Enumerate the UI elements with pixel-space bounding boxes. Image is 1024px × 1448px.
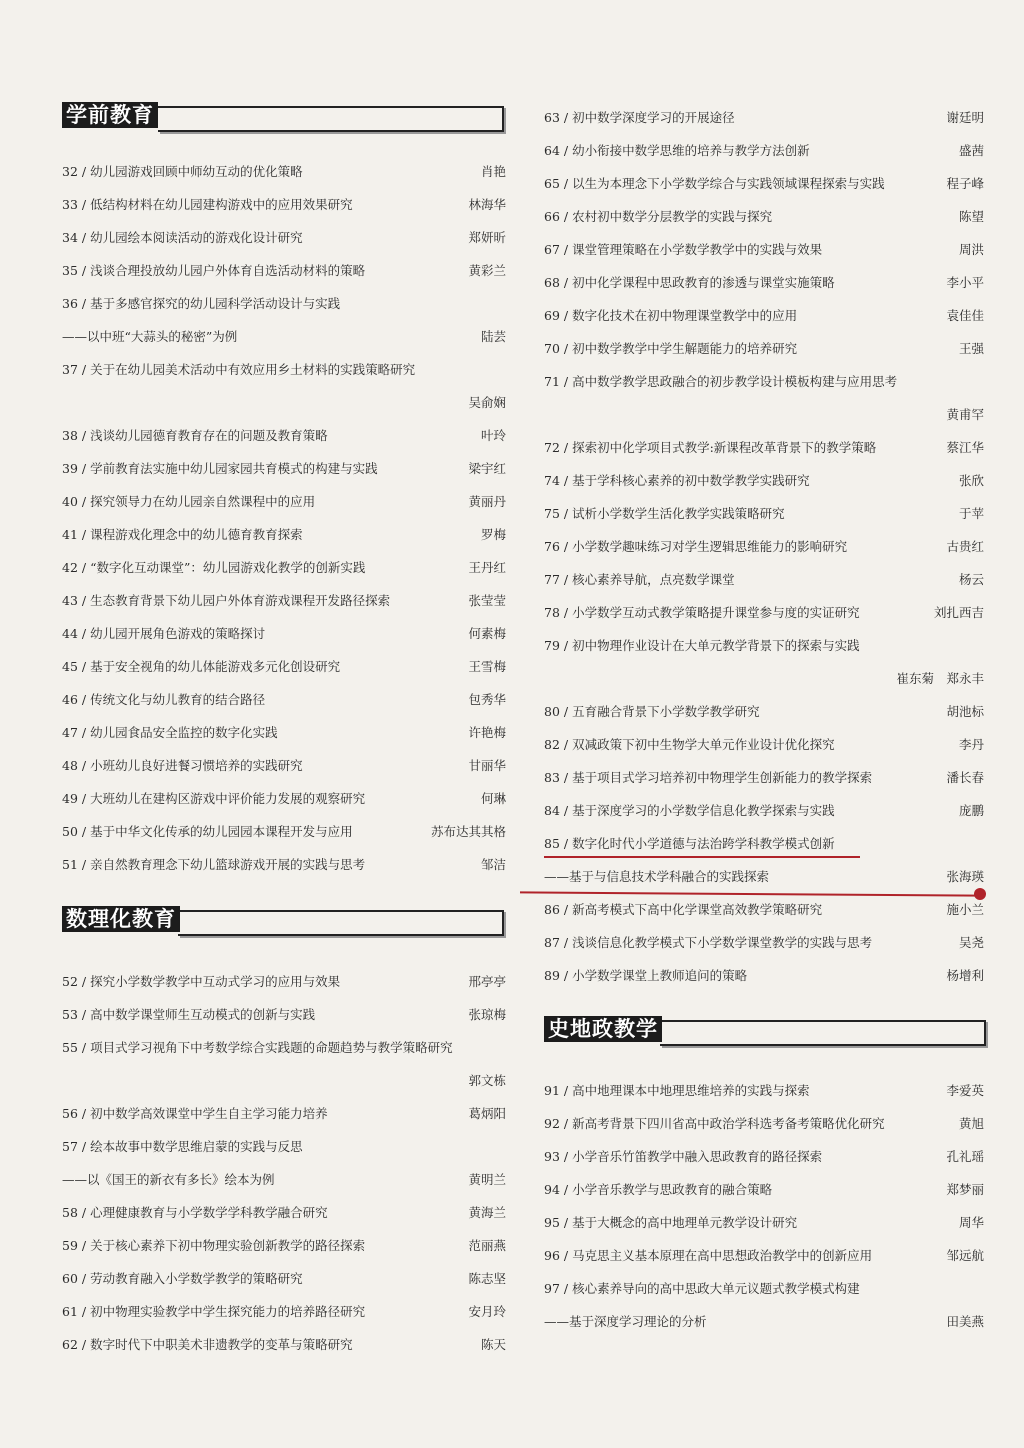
entry-title: 97 / 核心素养导向的高中思政大单元议题式教学模式构建 xyxy=(544,1281,860,1296)
entry-author: 施小兰 xyxy=(946,902,984,917)
toc-entry xyxy=(62,1203,506,1223)
toc-entry xyxy=(544,504,984,524)
toc-entry xyxy=(544,801,984,821)
toc-entry xyxy=(62,459,506,479)
toc-entry xyxy=(544,207,984,227)
entry-title: 51 / 亲自然教育理念下幼儿篮球游戏开展的实践与思考 xyxy=(62,857,366,872)
section-heading-math xyxy=(62,906,504,936)
toc-entry xyxy=(544,240,984,260)
entry-title: 85 / 数字化时代小学道德与法治跨学科教学模式创新 xyxy=(544,836,835,851)
entry-title: ——以中班“大蒜头的秘密”为例 xyxy=(62,329,238,344)
entry-author: 杨云 xyxy=(958,572,984,587)
toc-entry xyxy=(544,603,984,623)
entry-title: 45 / 基于安全视角的幼儿体能游戏多元化创设研究 xyxy=(62,659,341,674)
toc-entry xyxy=(62,789,506,809)
entry-title: 60 / 劳动教育融入小学数学教学的策略研究 xyxy=(62,1271,303,1286)
entry-author: 陈望 xyxy=(958,209,984,224)
entry-title: 61 / 初中物理实验教学中学生探究能力的培养路径研究 xyxy=(62,1304,366,1319)
heading-frame xyxy=(158,106,504,132)
entry-title: 82 / 双减政策下初中生物学大单元作业设计优化探究 xyxy=(544,737,835,752)
entry-author: 甘丽华 xyxy=(468,758,506,773)
entry-title: 32 / 幼儿园游戏回顾中师幼互动的优化策略 xyxy=(62,164,303,179)
entry-author: 葛炳阳 xyxy=(468,1106,506,1121)
red-underline-mark xyxy=(520,891,980,896)
entry-author: 庞鹏 xyxy=(958,803,984,818)
entry-author: 陈志坚 xyxy=(468,1271,506,1286)
entry-author: 郑妍昕 xyxy=(468,230,506,245)
section-heading-history xyxy=(544,1016,986,1046)
entry-author: 何琳 xyxy=(480,791,506,806)
toc-entry xyxy=(62,972,506,992)
entry-title: 89 / 小学数学课堂上教师追问的策略 xyxy=(544,968,748,983)
entry-title: 72 / 探索初中化学项目式教学:新课程改革背景下的教学策略 xyxy=(544,440,877,455)
toc-entry xyxy=(62,162,506,182)
entry-title: ——基于深度学习理论的分析 xyxy=(544,1314,707,1329)
toc-entry xyxy=(62,195,506,215)
entry-author: 陆芸 xyxy=(480,329,506,344)
entry-title: 87 / 浅谈信息化教学模式下小学数学课堂教学的实践与思考 xyxy=(544,935,873,950)
toc-entry xyxy=(544,1114,984,1134)
entry-title: 43 / 生态教育背景下幼儿园户外体育游戏课程开发路径探索 xyxy=(62,593,391,608)
entry-author: 田美燕 xyxy=(946,1314,984,1329)
entry-title: 63 / 初中数学深度学习的开展途径 xyxy=(544,110,735,125)
toc-entry xyxy=(62,690,506,710)
toc-entry xyxy=(544,174,984,194)
entry-title: 39 / 学前教育法实施中幼儿园家园共育模式的构建与实践 xyxy=(62,461,378,476)
entry-author: 何素梅 xyxy=(468,626,506,641)
entry-title: 44 / 幼儿园开展角色游戏的策略探讨 xyxy=(62,626,266,641)
entry-title: 76 / 小学数学趣味练习对学生逻辑思维能力的影响研究 xyxy=(544,539,848,554)
toc-entry xyxy=(62,1005,506,1025)
entry-author: 叶玲 xyxy=(480,428,506,443)
entry-author: 程子峰 xyxy=(946,176,984,191)
entry-author: 梁宇红 xyxy=(468,461,506,476)
entry-author: 于苹 xyxy=(958,506,984,521)
entry-author: 袁佳佳 xyxy=(946,308,984,323)
toc-entry xyxy=(544,1081,984,1101)
toc-entry xyxy=(62,360,506,380)
entry-author: 吴俞娴 xyxy=(468,395,506,410)
entry-author: 王强 xyxy=(958,341,984,356)
entry-title: 78 / 小学数学互动式教学策略提升课堂参与度的实证研究 xyxy=(544,605,860,620)
toc-entry xyxy=(544,636,984,656)
toc-entry xyxy=(544,768,984,788)
entry-title: 65 / 以生为本理念下小学数学综合与实践领域课程探索与实践 xyxy=(544,176,885,191)
entry-title: 93 / 小学音乐竹笛教学中融入思政教育的路径探索 xyxy=(544,1149,823,1164)
entry-title: 95 / 基于大概念的高中地理单元教学设计研究 xyxy=(544,1215,798,1230)
toc-entry xyxy=(544,306,984,326)
entry-title: 84 / 基于深度学习的小学数学信息化教学探索与实践 xyxy=(544,803,835,818)
entry-title: 58 / 心理健康教育与小学数学学科教学融合研究 xyxy=(62,1205,328,1220)
entry-author: 陈天 xyxy=(480,1337,506,1352)
entry-title: 55 / 项目式学习视角下中考数学综合实践题的命题趋势与教学策略研究 xyxy=(62,1040,453,1055)
entry-author: 周华 xyxy=(958,1215,984,1230)
entry-title: 66 / 农村初中数学分层教学的实践与探究 xyxy=(544,209,773,224)
entry-author: 黄甫罕 xyxy=(946,407,984,422)
entry-author: 李丹 xyxy=(958,737,984,752)
entry-author: 安月玲 xyxy=(468,1304,506,1319)
entry-author: 王丹红 xyxy=(468,560,506,575)
toc-entry xyxy=(62,1071,506,1091)
toc-entry xyxy=(544,372,984,392)
entry-title: 40 / 探究领导力在幼儿园亲自然课程中的应用 xyxy=(62,494,316,509)
entry-title: 36 / 基于多感官探究的幼儿园科学活动设计与实践 xyxy=(62,296,341,311)
entry-title: ——以《国王的新衣有多长》绘本为例 xyxy=(62,1172,275,1187)
entry-title: 49 / 大班幼儿在建构区游戏中评价能力发展的观察研究 xyxy=(62,791,366,806)
entry-title: 59 / 关于核心素养下初中物理实验创新教学的路径探索 xyxy=(62,1238,366,1253)
entry-title: 33 / 低结构材料在幼儿园建构游戏中的应用效果研究 xyxy=(62,197,353,212)
entry-title: 94 / 小学音乐教学与思政教育的融合策略 xyxy=(544,1182,773,1197)
entry-title: 74 / 基于学科核心素养的初中数学教学实践研究 xyxy=(544,473,810,488)
toc-entry xyxy=(62,1038,506,1058)
entry-author: 胡池标 xyxy=(946,704,984,719)
toc-entry xyxy=(62,1104,506,1124)
entry-title: 56 / 初中数学高效课堂中学生自主学习能力培养 xyxy=(62,1106,328,1121)
toc-entry xyxy=(62,294,506,314)
section-heading-preschool xyxy=(62,102,504,132)
entry-title: 47 / 幼儿园食品安全监控的数字化实践 xyxy=(62,725,278,740)
entry-author: 邹远航 xyxy=(946,1248,984,1263)
toc-entry xyxy=(62,1335,506,1355)
toc-entry xyxy=(62,492,506,512)
entry-author: 刘扎西吉 xyxy=(933,605,984,620)
toc-entry xyxy=(62,657,506,677)
entry-author: 邢亭亭 xyxy=(468,974,506,989)
toc-entry xyxy=(62,261,506,281)
entry-title: 52 / 探究小学数学教学中互动式学习的应用与效果 xyxy=(62,974,341,989)
entry-title: 77 / 核心素养导航，点亮数学课堂 xyxy=(544,572,735,587)
entry-title: 91 / 高中地理课本中地理思维培养的实践与探索 xyxy=(544,1083,810,1098)
entry-author: 李小平 xyxy=(946,275,984,290)
toc-entry xyxy=(62,1302,506,1322)
entry-author: 崔东菊 郑永丰 xyxy=(896,671,984,686)
entry-title: 42 / “数字化互动课堂”：幼儿园游戏化教学的创新实践 xyxy=(62,560,366,575)
toc-entry xyxy=(62,855,506,875)
section-title: 史地政教学 xyxy=(544,1016,662,1042)
entry-author: 蔡江华 xyxy=(946,440,984,455)
toc-entry xyxy=(544,1213,984,1233)
entry-title: 70 / 初中数学教学中学生解题能力的培养研究 xyxy=(544,341,798,356)
entry-author: 黄丽丹 xyxy=(468,494,506,509)
toc-entry xyxy=(62,1137,506,1157)
toc-entry xyxy=(62,591,506,611)
entry-author: 杨增利 xyxy=(946,968,984,983)
toc-entry xyxy=(544,735,984,755)
toc-entry xyxy=(62,723,506,743)
entry-title: 57 / 绘本故事中数学思维启蒙的实践与反思 xyxy=(62,1139,303,1154)
entry-author: 盛茜 xyxy=(958,143,984,158)
entry-title: 69 / 数字化技术在初中物理课堂教学中的应用 xyxy=(544,308,798,323)
toc-entry xyxy=(62,558,506,578)
toc-entry xyxy=(544,1246,984,1266)
entry-author: 张琼梅 xyxy=(468,1007,506,1022)
red-underline-mark xyxy=(544,856,860,858)
toc-entry xyxy=(544,273,984,293)
entry-author: 许艳梅 xyxy=(468,725,506,740)
entry-author: 黄明兰 xyxy=(468,1172,506,1187)
entry-title: 50 / 基于中华文化传承的幼儿园园本课程开发与应用 xyxy=(62,824,353,839)
toc-entry xyxy=(544,471,984,491)
entry-author: 吴尧 xyxy=(958,935,984,950)
entry-author: 肖艳 xyxy=(480,164,506,179)
toc-entry xyxy=(544,900,984,920)
entry-author: 苏布达其其格 xyxy=(430,824,506,839)
entry-author: 张莹莹 xyxy=(468,593,506,608)
entry-title: 86 / 新高考模式下高中化学课堂高效教学策略研究 xyxy=(544,902,823,917)
entry-title: 35 / 浅谈合理投放幼儿园户外体育自选活动材料的策略 xyxy=(62,263,366,278)
entry-title: 38 / 浅谈幼儿园德育教育存在的问题及教育策略 xyxy=(62,428,328,443)
entry-author: 黄旭 xyxy=(958,1116,984,1131)
toc-entry xyxy=(62,327,506,347)
entry-author: 范丽燕 xyxy=(468,1238,506,1253)
toc-entry xyxy=(62,822,506,842)
entry-title: 71 / 高中数学教学思政融合的初步教学设计模板构建与应用思考 xyxy=(544,374,898,389)
entry-author: 张海瑛 xyxy=(946,869,984,884)
entry-title: 62 / 数字时代下中职美术非遗教学的变革与策略研究 xyxy=(62,1337,353,1352)
toc-entry xyxy=(62,624,506,644)
entry-title: 67 / 课堂管理策略在小学数学教学中的实践与效果 xyxy=(544,242,823,257)
entry-title: 75 / 试析小学数学生活化教学实践策略研究 xyxy=(544,506,785,521)
entry-author: 郭文栋 xyxy=(468,1073,506,1088)
toc-entry xyxy=(544,702,984,722)
toc-entry xyxy=(544,1279,984,1299)
entry-author: 罗梅 xyxy=(480,527,506,542)
entry-author: 黄彩兰 xyxy=(468,263,506,278)
entry-author: 黄海兰 xyxy=(468,1205,506,1220)
entry-title: 37 / 关于在幼儿园美术活动中有效应用乡土材料的实践策略研究 xyxy=(62,362,416,377)
toc-entry xyxy=(62,756,506,776)
toc-entry xyxy=(544,537,984,557)
toc-entry xyxy=(62,1269,506,1289)
entry-title: 46 / 传统文化与幼儿教育的结合路径 xyxy=(62,692,266,707)
toc-entry xyxy=(544,669,984,689)
red-dot-mark xyxy=(974,888,986,900)
heading-frame xyxy=(178,910,504,936)
entry-author: 潘长春 xyxy=(946,770,984,785)
entry-title: 48 / 小班幼儿良好进餐习惯培养的实践研究 xyxy=(62,758,303,773)
entry-author: 古贵红 xyxy=(946,539,984,554)
entry-author: 李爱英 xyxy=(946,1083,984,1098)
entry-author: 张欣 xyxy=(958,473,984,488)
toc-entry xyxy=(62,525,506,545)
toc-entry xyxy=(544,438,984,458)
entry-title: 34 / 幼儿园绘本阅读活动的游戏化设计研究 xyxy=(62,230,303,245)
toc-entry xyxy=(62,1170,506,1190)
toc-entry xyxy=(544,966,984,986)
toc-entry xyxy=(544,834,984,854)
toc-entry xyxy=(544,339,984,359)
entry-title: 83 / 基于项目式学习培养初中物理学生创新能力的教学探索 xyxy=(544,770,873,785)
entry-title: 68 / 初中化学课程中思政教育的渗透与课堂实施策略 xyxy=(544,275,835,290)
entry-title: ——基于与信息技术学科融合的实践探索 xyxy=(544,869,770,884)
toc-entry xyxy=(544,1147,984,1167)
entry-title: 96 / 马克思主义基本原理在高中思想政治教学中的创新应用 xyxy=(544,1248,873,1263)
toc-entry xyxy=(544,933,984,953)
section-title: 数理化教育 xyxy=(62,906,180,932)
entry-author: 孔礼瑶 xyxy=(946,1149,984,1164)
section-title: 学前教育 xyxy=(62,102,158,128)
entry-author: 谢廷明 xyxy=(946,110,984,125)
entry-title: 41 / 课程游戏化理念中的幼儿德育教育探索 xyxy=(62,527,303,542)
toc-entry xyxy=(544,405,984,425)
toc-entry xyxy=(62,1236,506,1256)
entry-title: 80 / 五育融合背景下小学数学教学研究 xyxy=(544,704,760,719)
entry-author: 周洪 xyxy=(958,242,984,257)
toc-entry xyxy=(544,1312,984,1332)
toc-entry xyxy=(62,228,506,248)
entry-author: 林海华 xyxy=(468,197,506,212)
toc-entry xyxy=(544,141,984,161)
toc-entry xyxy=(62,393,506,413)
entry-author: 王雪梅 xyxy=(468,659,506,674)
entry-title: 64 / 幼小衔接中数学思维的培养与教学方法创新 xyxy=(544,143,810,158)
entry-title: 53 / 高中数学课堂师生互动模式的创新与实践 xyxy=(62,1007,316,1022)
toc-entry xyxy=(544,108,984,128)
toc-entry xyxy=(544,867,984,887)
entry-author: 郑梦丽 xyxy=(946,1182,984,1197)
heading-frame xyxy=(660,1020,986,1046)
toc-entry xyxy=(62,426,506,446)
entry-author: 包秀华 xyxy=(468,692,506,707)
toc-entry xyxy=(544,570,984,590)
toc-entry xyxy=(544,1180,984,1200)
entry-title: 92 / 新高考背景下四川省高中政治学科选考备考策略优化研究 xyxy=(544,1116,885,1131)
entry-title: 79 / 初中物理作业设计在大单元教学背景下的探索与实践 xyxy=(544,638,860,653)
entry-author: 邹洁 xyxy=(480,857,506,872)
